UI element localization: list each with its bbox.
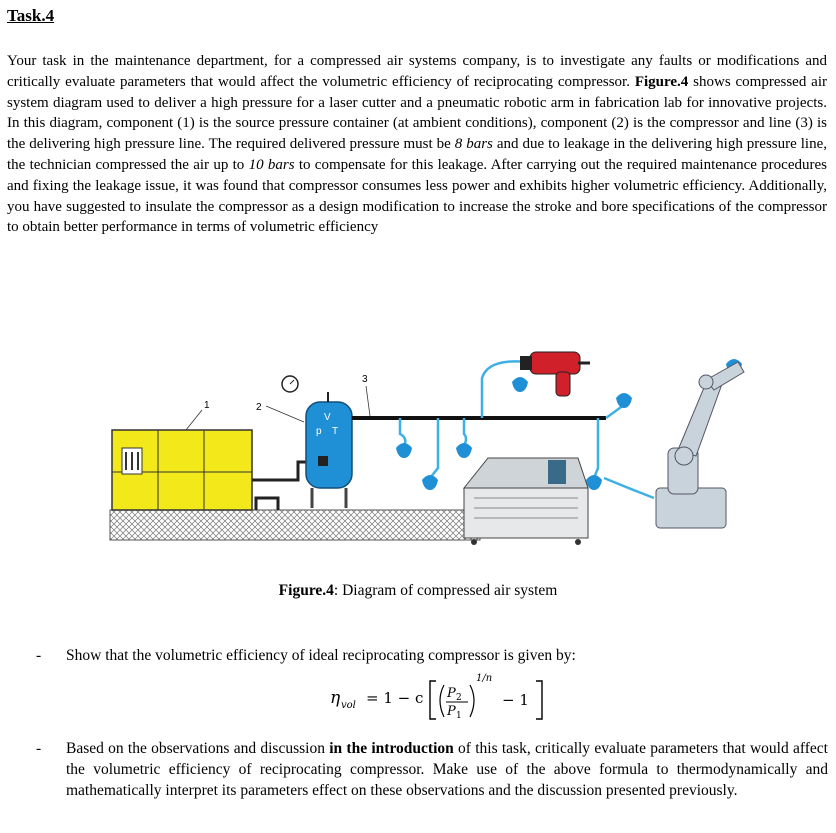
pneumatic-tool [520,352,590,396]
robotic-arm [656,362,744,528]
tank-label-p: p [316,426,322,437]
laser-cutter [464,458,588,545]
task-title: Task.4 [7,6,55,25]
svg-text:= 1 − c: = 1 − c [366,689,424,707]
svg-text:2: 2 [456,693,462,703]
compressed-pressure: 10 bars [248,156,295,173]
svg-text:1/n: 1/n [476,673,493,684]
question-2: Based on the observations and discussion in the introduction of this task, critically evaluate parameters that would affect the volumetric efficiency of reciprocating compressor. Make use of the above formula to thermodynamically and mathematically interpret its parameters effect on these observations and the discussion presented previously. [66,740,828,799]
svg-text:1: 1 [456,711,462,721]
compressor-tank [282,376,352,508]
svg-text:P: P [447,704,456,719]
bullet-marker-2: - [36,740,42,757]
svg-text:vol: vol [341,700,356,711]
tank-label-t: T [332,426,339,437]
compressed-air-diagram [108,338,752,556]
label-2: 2 [256,402,262,413]
label-1: 1 [204,400,210,411]
source-container [112,430,252,510]
question-1: Show that the volumetric efficiency of ideal reciprocating compressor is given by: [66,647,576,664]
volumetric-efficiency-formula [330,667,550,725]
figure-ref: Figure.4 [634,73,689,90]
figure-caption: Figure.4: Diagram of compressed air system [278,582,558,599]
tank-label-v: V [324,412,331,423]
intro-paragraph: Your task in the maintenance department, for a compressed air systems company, is to investigate any faults or modifications and critically evaluate parameters that would affect the volumetric efficiency of reciprocating compressor. Figure.4 shows compressed air system diagram used to deliver a high pressure for a laser cutter and a pneumatic robotic arm in fabrication lab for innovative projects. In this diagram, component (1) is the source pressure container (at ambient conditions), component (2) is the compressor and line (3) is the delivering high pressure line. The required delivered pressure must be 8 bars and due to leakage in the delivering high pressure line, the technician compressed the air up to 10 bars to compensate for this leakage. After carrying out the required maintenance procedures and fixing the leakage issue, it was found that compressor consumes less power and exhibits higher volumetric efficiency. Additionally, you have suggested to insulate the compressor as a design modification to increase the stroke and bore specifications of the compressor to obtain better performance in terms of volumetric efficiency [7,53,827,236]
svg-text:η: η [330,688,341,708]
svg-text:P: P [447,686,456,701]
bullet-marker-1: - [36,647,42,664]
svg-text:− 1: − 1 [502,691,529,709]
label-3: 3 [362,374,368,385]
required-pressure: 8 bars [454,136,493,153]
ground-base [110,510,480,540]
